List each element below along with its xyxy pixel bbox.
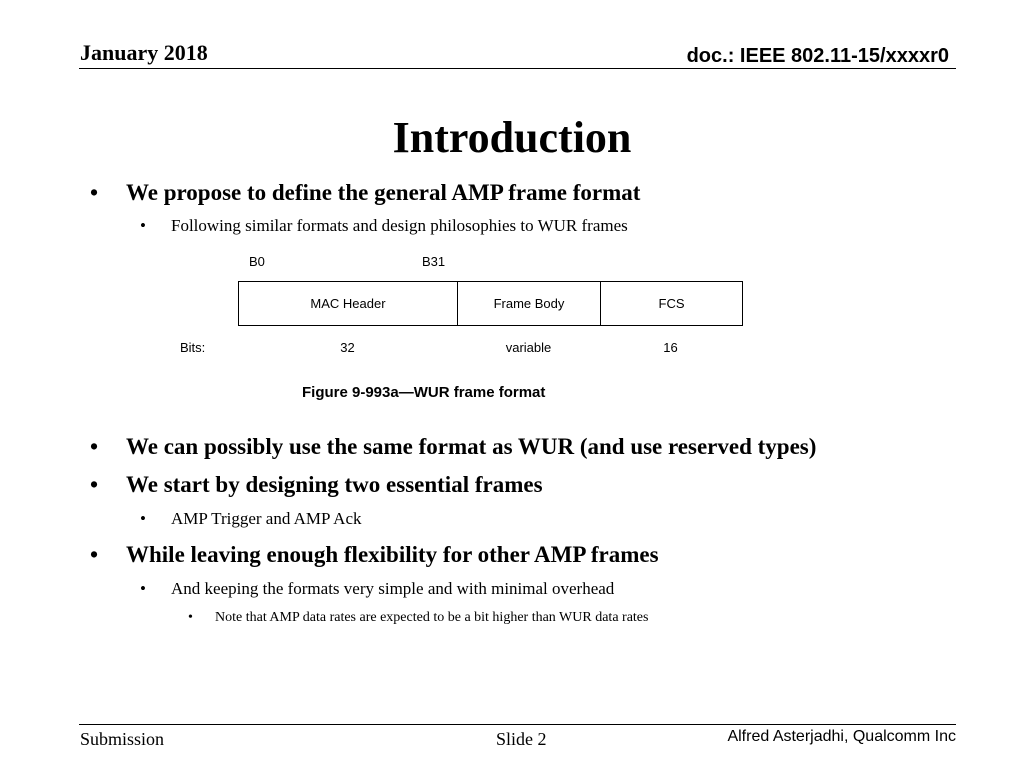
bullet-level1 — [90, 542, 659, 568]
bullet-level2 — [140, 509, 362, 529]
bullet-text: And keeping the formats very simple and with minimal overhead — [171, 579, 615, 598]
bullet-level3 — [188, 610, 648, 626]
bullet-marker: • — [140, 216, 146, 235]
figure-start-bit: B0 — [249, 254, 265, 269]
footer-slide-number: Slide 2 — [496, 729, 547, 749]
bullet-marker: • — [90, 180, 99, 205]
bullet-text: Following similar formats and design philosophies to WUR frames — [171, 216, 628, 235]
bullet-text: While leaving enough flexibility for other AMP frames — [126, 542, 659, 567]
footer-submission: Submission — [80, 729, 165, 749]
bullet-level2 — [140, 216, 628, 236]
bullet-text: We can possibly use the same format as WUR (and use reserved types) — [126, 434, 817, 459]
field-frame-body: Frame Body — [458, 282, 601, 325]
bullet-marker: • — [90, 542, 99, 567]
footer-author: Alfred Asterjadhi, Qualcomm Inc — [727, 728, 956, 745]
header-divider — [79, 68, 956, 69]
figure-end-bit: B31 — [422, 254, 446, 269]
bits-fcs: 16 — [663, 340, 678, 355]
footer-divider — [79, 724, 956, 725]
bullet-marker: • — [90, 434, 99, 459]
frame-format-diagram — [238, 281, 743, 326]
bullet-marker: • — [140, 509, 146, 528]
bullet-level1 — [90, 434, 816, 460]
figure-caption: Figure 9-993a—WUR frame format — [302, 384, 546, 401]
bullet-level1 — [90, 472, 543, 498]
bullet-marker: • — [140, 579, 146, 598]
slide-title: Introduction — [392, 113, 632, 162]
bullet-text: AMP Trigger and AMP Ack — [171, 509, 362, 528]
bullet-level2 — [140, 579, 614, 599]
bits-frame-body: variable — [505, 340, 552, 355]
bullet-marker: • — [188, 610, 193, 625]
field-mac-header: MAC Header — [239, 282, 458, 325]
bits-mac-header: 32 — [340, 340, 355, 355]
header-doc-id: doc.: IEEE 802.11-15/xxxxr0 — [686, 45, 949, 67]
bullet-text: We propose to define the general AMP frame format — [126, 180, 641, 205]
bullet-text: Note that AMP data rates are expected to be a bit higher than WUR data rates — [215, 610, 649, 625]
figure-bits-label: Bits: — [180, 340, 206, 355]
field-fcs: FCS — [658, 296, 685, 311]
bullet-marker: • — [90, 472, 99, 497]
bullet-level1 — [90, 180, 640, 206]
bullet-text: We start by designing two essential frames — [126, 472, 543, 497]
header-date: January 2018 — [80, 40, 208, 65]
